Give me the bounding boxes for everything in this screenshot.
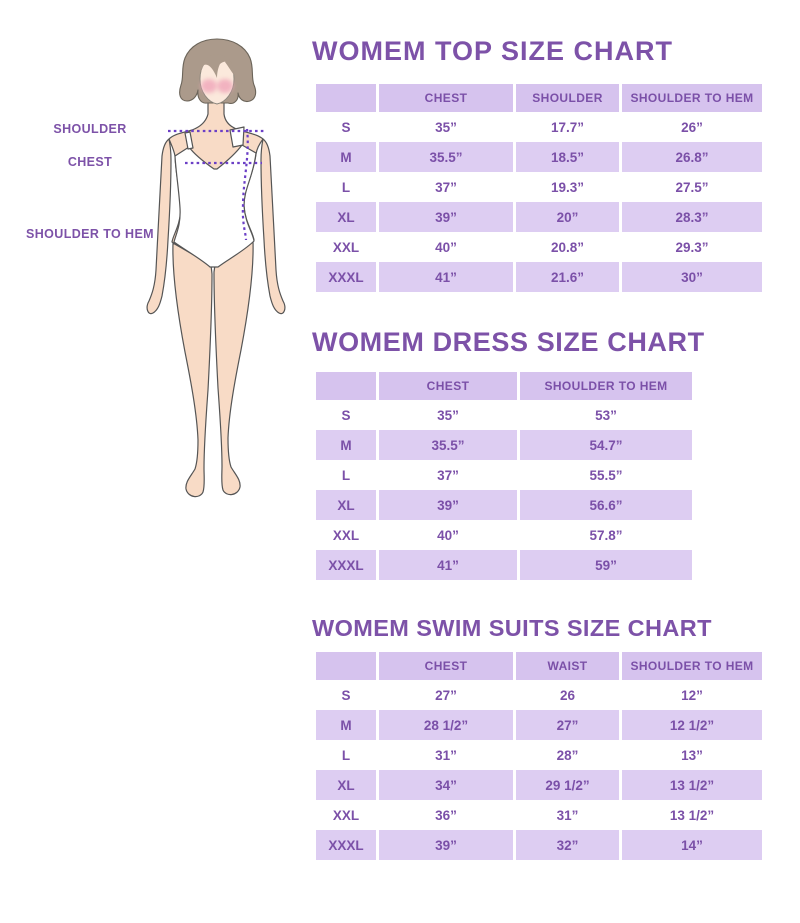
size-cell: XXXL xyxy=(316,262,376,292)
size-cell: S xyxy=(316,400,376,430)
value-cell: 20” xyxy=(513,202,619,232)
column-header xyxy=(316,372,376,400)
value-cell: 35.5” xyxy=(376,142,513,172)
label-shoulder-to-hem: SHOULDER TO HEM xyxy=(26,227,154,241)
swim-suits-size-chart-table xyxy=(316,652,762,860)
value-cell: 27” xyxy=(513,710,619,740)
swim-suits-size-chart-title: WOMEM SWIM SUITS SIZE CHART xyxy=(312,615,712,641)
value-cell: 39” xyxy=(376,490,517,520)
size-cell: XL xyxy=(316,770,376,800)
label-shoulder: SHOULDER xyxy=(53,122,127,136)
value-cell: 14” xyxy=(619,830,762,860)
figure-illustration xyxy=(140,30,310,510)
value-cell: 17.7” xyxy=(513,112,619,142)
woman-left-arm xyxy=(147,139,171,314)
size-cell: XXL xyxy=(316,520,376,550)
size-cell: XXL xyxy=(316,232,376,262)
size-cell: S xyxy=(316,680,376,710)
top-size-chart-title: WOMEM TOP SIZE CHART xyxy=(312,36,674,66)
value-cell: 18.5” xyxy=(513,142,619,172)
column-header xyxy=(316,84,376,112)
value-cell: 26.8” xyxy=(619,142,762,172)
size-cell: L xyxy=(316,172,376,202)
size-cell: M xyxy=(316,710,376,740)
value-cell: 36” xyxy=(376,800,513,830)
value-cell: 28 1/2” xyxy=(376,710,513,740)
column-header: SHOULDER TO HEM xyxy=(517,372,692,400)
value-cell: 13 1/2” xyxy=(619,770,762,800)
value-cell: 20.8” xyxy=(513,232,619,262)
value-cell: 32” xyxy=(513,830,619,860)
value-cell: 29 1/2” xyxy=(513,770,619,800)
value-cell: 54.7” xyxy=(517,430,692,460)
size-cell: L xyxy=(316,460,376,490)
size-cell: L xyxy=(316,740,376,770)
value-cell: 27” xyxy=(376,680,513,710)
value-cell: 59” xyxy=(517,550,692,580)
value-cell: 34” xyxy=(376,770,513,800)
size-cell: XXXL xyxy=(316,550,376,580)
value-cell: 27.5” xyxy=(619,172,762,202)
dress-size-chart-title: WOMEM DRESS SIZE CHART xyxy=(312,327,705,357)
value-cell: 41” xyxy=(376,550,517,580)
value-cell: 13” xyxy=(619,740,762,770)
woman-left-leg xyxy=(173,243,212,497)
size-cell: M xyxy=(316,142,376,172)
size-cell: S xyxy=(316,112,376,142)
value-cell: 41” xyxy=(376,262,513,292)
size-cell: XXL xyxy=(316,800,376,830)
value-cell: 31” xyxy=(513,800,619,830)
woman-right-arm xyxy=(261,139,285,314)
size-cell: M xyxy=(316,430,376,460)
value-cell: 35.5” xyxy=(376,430,517,460)
value-cell: 12” xyxy=(619,680,762,710)
column-header xyxy=(316,652,376,680)
value-cell: 55.5” xyxy=(517,460,692,490)
value-cell: 35” xyxy=(376,400,517,430)
value-cell: 26 xyxy=(513,680,619,710)
value-cell: 35” xyxy=(376,112,513,142)
value-cell: 53” xyxy=(517,400,692,430)
dress-size-chart-table xyxy=(316,372,692,580)
value-cell: 21.6” xyxy=(513,262,619,292)
value-cell: 30” xyxy=(619,262,762,292)
column-header: SHOULDER TO HEM xyxy=(619,652,762,680)
value-cell: 28.3” xyxy=(619,202,762,232)
value-cell: 12 1/2” xyxy=(619,710,762,740)
value-cell: 13 1/2” xyxy=(619,800,762,830)
value-cell: 39” xyxy=(376,202,513,232)
value-cell: 37” xyxy=(376,460,517,490)
value-cell: 29.3” xyxy=(619,232,762,262)
woman-right-leg xyxy=(214,241,253,495)
top-size-chart-table xyxy=(316,84,762,292)
right-blush xyxy=(217,79,233,93)
value-cell: 31” xyxy=(376,740,513,770)
value-cell: 37” xyxy=(376,172,513,202)
value-cell: 57.8” xyxy=(517,520,692,550)
value-cell: 40” xyxy=(376,520,517,550)
woman-figure-svg xyxy=(140,30,310,510)
value-cell: 40” xyxy=(376,232,513,262)
column-header: CHEST xyxy=(376,652,513,680)
size-cell: XL xyxy=(316,202,376,232)
size-cell: XL xyxy=(316,490,376,520)
label-chest: CHEST xyxy=(67,155,113,169)
column-header: SHOULDER xyxy=(513,84,619,112)
value-cell: 39” xyxy=(376,830,513,860)
left-blush xyxy=(201,79,217,93)
value-cell: 19.3” xyxy=(513,172,619,202)
value-cell: 28” xyxy=(513,740,619,770)
size-cell: XXXL xyxy=(316,830,376,860)
value-cell: 56.6” xyxy=(517,490,692,520)
column-header: CHEST xyxy=(376,372,517,400)
column-header: SHOULDER TO HEM xyxy=(619,84,762,112)
column-header: WAIST xyxy=(513,652,619,680)
value-cell: 26” xyxy=(619,112,762,142)
column-header: CHEST xyxy=(376,84,513,112)
